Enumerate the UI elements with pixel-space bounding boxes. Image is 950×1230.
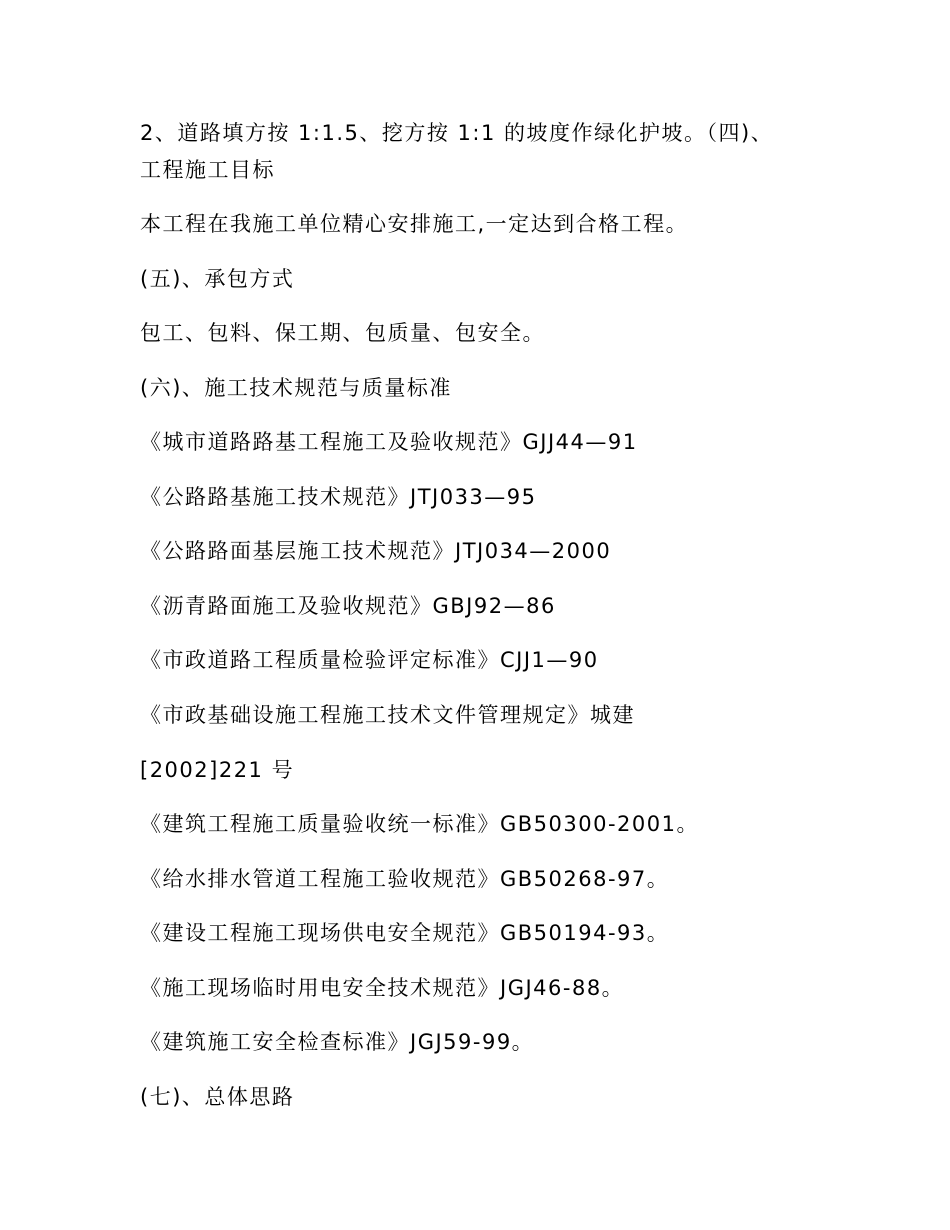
paragraph-line: 2、道路填方按 1:1.5、挖方按 1:1 的坡度作绿化护坡。（四)、 [140,121,774,145]
paragraph-line: 工程施工目标 [140,158,275,182]
standard-reference: 《城市道路路基工程施工及验收规范》GJJ44—91 [140,430,638,454]
section-heading: (六)、施工技术规范与质量标准 [140,376,452,400]
standard-reference: 《公路路基施工技术规范》JTJ033—95 [140,485,537,509]
paragraph-line: 本工程在我施工单位精心安排施工,一定达到合格工程。 [140,212,689,236]
paragraph-line: 包工、包料、保工期、包质量、包安全。 [140,321,545,345]
standard-reference-continued: [2002]221 号 [140,758,295,782]
standard-reference: 《市政道路工程质量检验评定标准》CJJ1—90 [140,648,599,672]
standard-reference: 《公路路面基层施工技术规范》JTJ034—2000 [140,539,612,563]
section-heading: (七)、总体思路 [140,1085,295,1109]
standard-reference: 《沥青路面施工及验收规范》GBJ92—86 [140,594,556,618]
standard-reference: 《建筑施工安全检查标准》JGJ59-99。 [140,1030,535,1054]
standard-reference: 《市政基础设施工程施工技术文件管理规定》城建 [140,703,635,727]
standard-reference: 《建设工程施工现场供电安全规范》GB50194-93。 [140,921,670,945]
standard-reference: 《施工现场临时用电安全技术规范》JGJ46-88。 [140,976,625,1000]
standard-reference: 《建筑工程施工质量验收统一标准》GB50300-2001。 [140,812,700,836]
section-heading: (五)、承包方式 [140,267,295,291]
standard-reference: 《给水排水管道工程施工验收规范》GB50268-97。 [140,867,670,891]
